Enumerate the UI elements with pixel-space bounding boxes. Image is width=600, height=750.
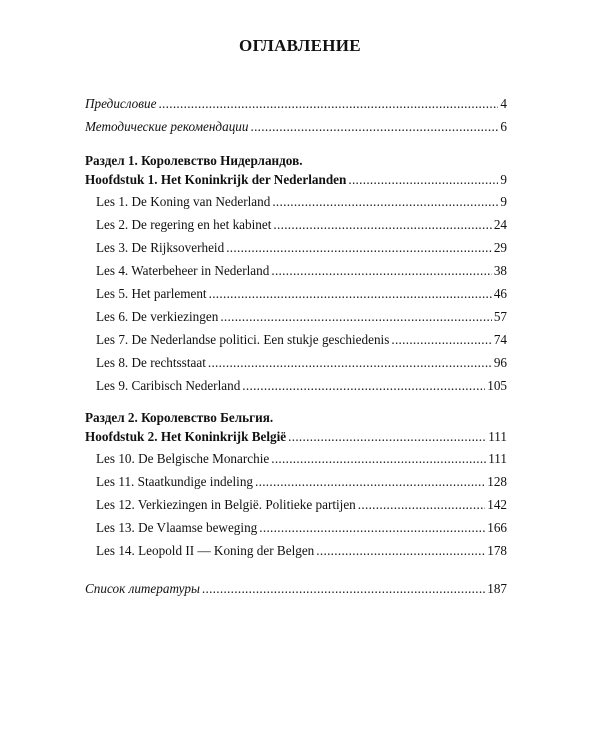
dot-leader (272, 190, 498, 213)
toc-lesson[interactable] (85, 213, 507, 236)
dot-leader (391, 328, 491, 351)
dot-leader (242, 374, 485, 397)
toc-entry-label: Les 10. De Belgische Monarchie (96, 451, 270, 466)
dot-leader (220, 305, 492, 328)
toc-entry-methodical[interactable] (85, 115, 507, 138)
toc-entry-label: Les 7. De Nederlandse politici. Een stukje geschiedenis (96, 332, 390, 347)
toc-entry-label: Предисловие (85, 96, 157, 111)
toc-entry-page: 4 (500, 96, 507, 111)
toc-lesson[interactable] (85, 259, 507, 282)
toc-lesson[interactable] (85, 305, 507, 328)
toc-entry-label: Hoofdstuk 2. Het Koninkrijk België (85, 429, 287, 444)
toc-entry-bibliography[interactable] (85, 577, 507, 600)
toc-lesson[interactable] (85, 493, 507, 516)
section-1-heading: Раздел 1. Королевство Нидерландов. (85, 153, 303, 168)
toc-lesson[interactable] (85, 470, 507, 493)
toc-lesson[interactable] (85, 236, 507, 259)
dot-leader (271, 259, 491, 282)
toc-lesson[interactable] (85, 328, 507, 351)
toc-entry-page: 57 (493, 309, 507, 324)
dot-leader (259, 516, 485, 539)
toc-entry-page: 142 (487, 497, 507, 512)
toc-entry-page: 9 (500, 194, 507, 209)
toc-entry-label: Les 5. Het parlement (96, 286, 207, 301)
toc-entry-page: 9 (500, 172, 507, 187)
section-2-heading: Раздел 2. Королевство Бельгия. (85, 410, 274, 425)
toc-entry-label: Les 6. De verkiezingen (96, 309, 219, 324)
toc-entry-page: 96 (493, 355, 507, 370)
dot-leader (316, 539, 485, 562)
dot-leader (348, 170, 498, 190)
toc-lesson[interactable] (85, 516, 507, 539)
toc-chapter-1[interactable] (85, 170, 507, 190)
toc-lesson[interactable] (85, 539, 507, 562)
toc-entry-page: 46 (493, 286, 507, 301)
dot-leader (288, 427, 486, 447)
toc-entry-page: 38 (493, 263, 507, 278)
toc-lesson[interactable] (85, 190, 507, 213)
toc-entry-page: 187 (487, 581, 507, 596)
toc-entry-label: Les 4. Waterbeheer in Nederland (96, 263, 270, 278)
toc-entry-label: Les 8. De rechtsstaat (96, 355, 206, 370)
toc-entry-page: 74 (493, 332, 507, 347)
toc-entry-label: Les 14. Leopold II — Koning der Belgen (96, 543, 315, 558)
toc-entry-label: Les 11. Staatkundige indeling (96, 474, 254, 489)
toc-entry-label: Les 9. Caribisch Nederland (96, 378, 241, 393)
dot-leader (250, 115, 498, 138)
toc-entry-label: Les 12. Verkiezingen in België. Politieke partijen (96, 497, 356, 512)
toc-entry-page: 111 (488, 451, 507, 466)
toc-entry-page: 178 (487, 543, 507, 558)
dot-leader (202, 577, 485, 600)
dot-leader (271, 447, 486, 470)
toc-entry-label: Les 2. De regering en het kabinet (96, 217, 272, 232)
toc-lesson[interactable] (85, 282, 507, 305)
toc-lesson[interactable] (85, 447, 507, 470)
dot-leader (226, 236, 492, 259)
dot-leader (208, 351, 492, 374)
toc-chapter-2[interactable] (85, 427, 507, 447)
toc-entry-label: Les 3. De Rijksoverheid (96, 240, 225, 255)
toc-entry-page: 128 (487, 474, 507, 489)
toc-entry-label: Список литературы (85, 581, 200, 596)
toc-entry-page: 6 (500, 119, 507, 134)
toc-entry-page: 166 (487, 520, 507, 535)
dot-leader (358, 493, 485, 516)
page-title: ОГЛАВЛЕНИЕ (239, 36, 361, 55)
toc-lesson[interactable] (85, 374, 507, 397)
toc-lesson[interactable] (85, 351, 507, 374)
toc-entry-page: 24 (493, 217, 507, 232)
toc-entry-label: Les 1. De Koning van Nederland (96, 194, 271, 209)
dot-leader (255, 470, 485, 493)
toc-entry-label: Методические рекомендации (85, 119, 249, 134)
dot-leader (158, 92, 498, 115)
toc-entry-page: 111 (488, 429, 507, 444)
toc-entry-preface[interactable] (85, 92, 507, 115)
table-of-contents (85, 92, 507, 600)
toc-entry-page: 105 (487, 378, 507, 393)
toc-entry-page: 29 (493, 240, 507, 255)
dot-leader (209, 282, 492, 305)
toc-entry-label: Hoofdstuk 1. Het Koninkrijk der Nederlanden (85, 172, 347, 187)
dot-leader (273, 213, 491, 236)
toc-entry-label: Les 13. De Vlaamse beweging (96, 520, 258, 535)
